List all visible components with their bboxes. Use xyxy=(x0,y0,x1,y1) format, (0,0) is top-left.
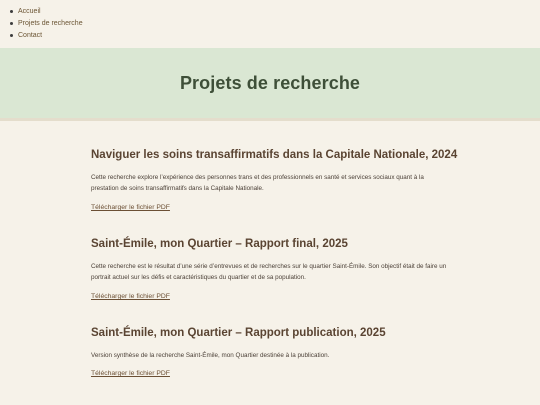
page-title: Projets de recherche xyxy=(179,72,361,93)
project-title: Saint-Émile, mon Quartier – Rapport publication, 2025 xyxy=(91,327,386,339)
nav-link-contact[interactable]: Contact xyxy=(18,32,43,39)
nav-item-projets xyxy=(18,18,83,30)
project-description: Cette recherche explore l’expérience des personnes trans et des professionnels en santé et services sociaux quant à la prestation de soins transaffirmatifs dans la Capitale Nationale. xyxy=(91,174,424,192)
project-saint-emile-rapport-publication xyxy=(91,326,453,380)
project-saint-emile-rapport-final xyxy=(91,237,453,303)
nav-item-contact xyxy=(18,30,83,42)
project-description: Version synthèse de la recherche Saint-Émile, mon Quartier destinée à la publication. xyxy=(91,352,330,359)
nav-list xyxy=(8,6,83,42)
nav-item-accueil xyxy=(18,6,83,18)
hero-banner xyxy=(0,48,540,121)
nav-link-accueil[interactable]: Accueil xyxy=(18,8,41,15)
project-title: Naviguer les soins transaffirmatifs dans la Capitale Nationale, 2024 xyxy=(91,149,458,161)
top-navigation xyxy=(8,6,83,42)
download-pdf-link[interactable]: Télécharger le fichier PDF xyxy=(91,204,170,211)
download-pdf-link[interactable]: Télécharger le fichier PDF xyxy=(91,293,170,300)
nav-link-projets-de-recherche[interactable]: Projets de recherche xyxy=(18,20,83,27)
project-soins-transaffirmatifs xyxy=(91,148,458,214)
project-description: Cette recherche est le résultat d’une série d’entrevues et de recherches sur le quartier Saint-Émile. Son objectif était de faire un portrait actuel sur les défis et caractéristiques du quartier et de sa population. xyxy=(91,263,447,281)
project-title: Saint-Émile, mon Quartier – Rapport final, 2025 xyxy=(91,238,348,250)
download-pdf-link[interactable]: Télécharger le fichier PDF xyxy=(91,370,170,377)
